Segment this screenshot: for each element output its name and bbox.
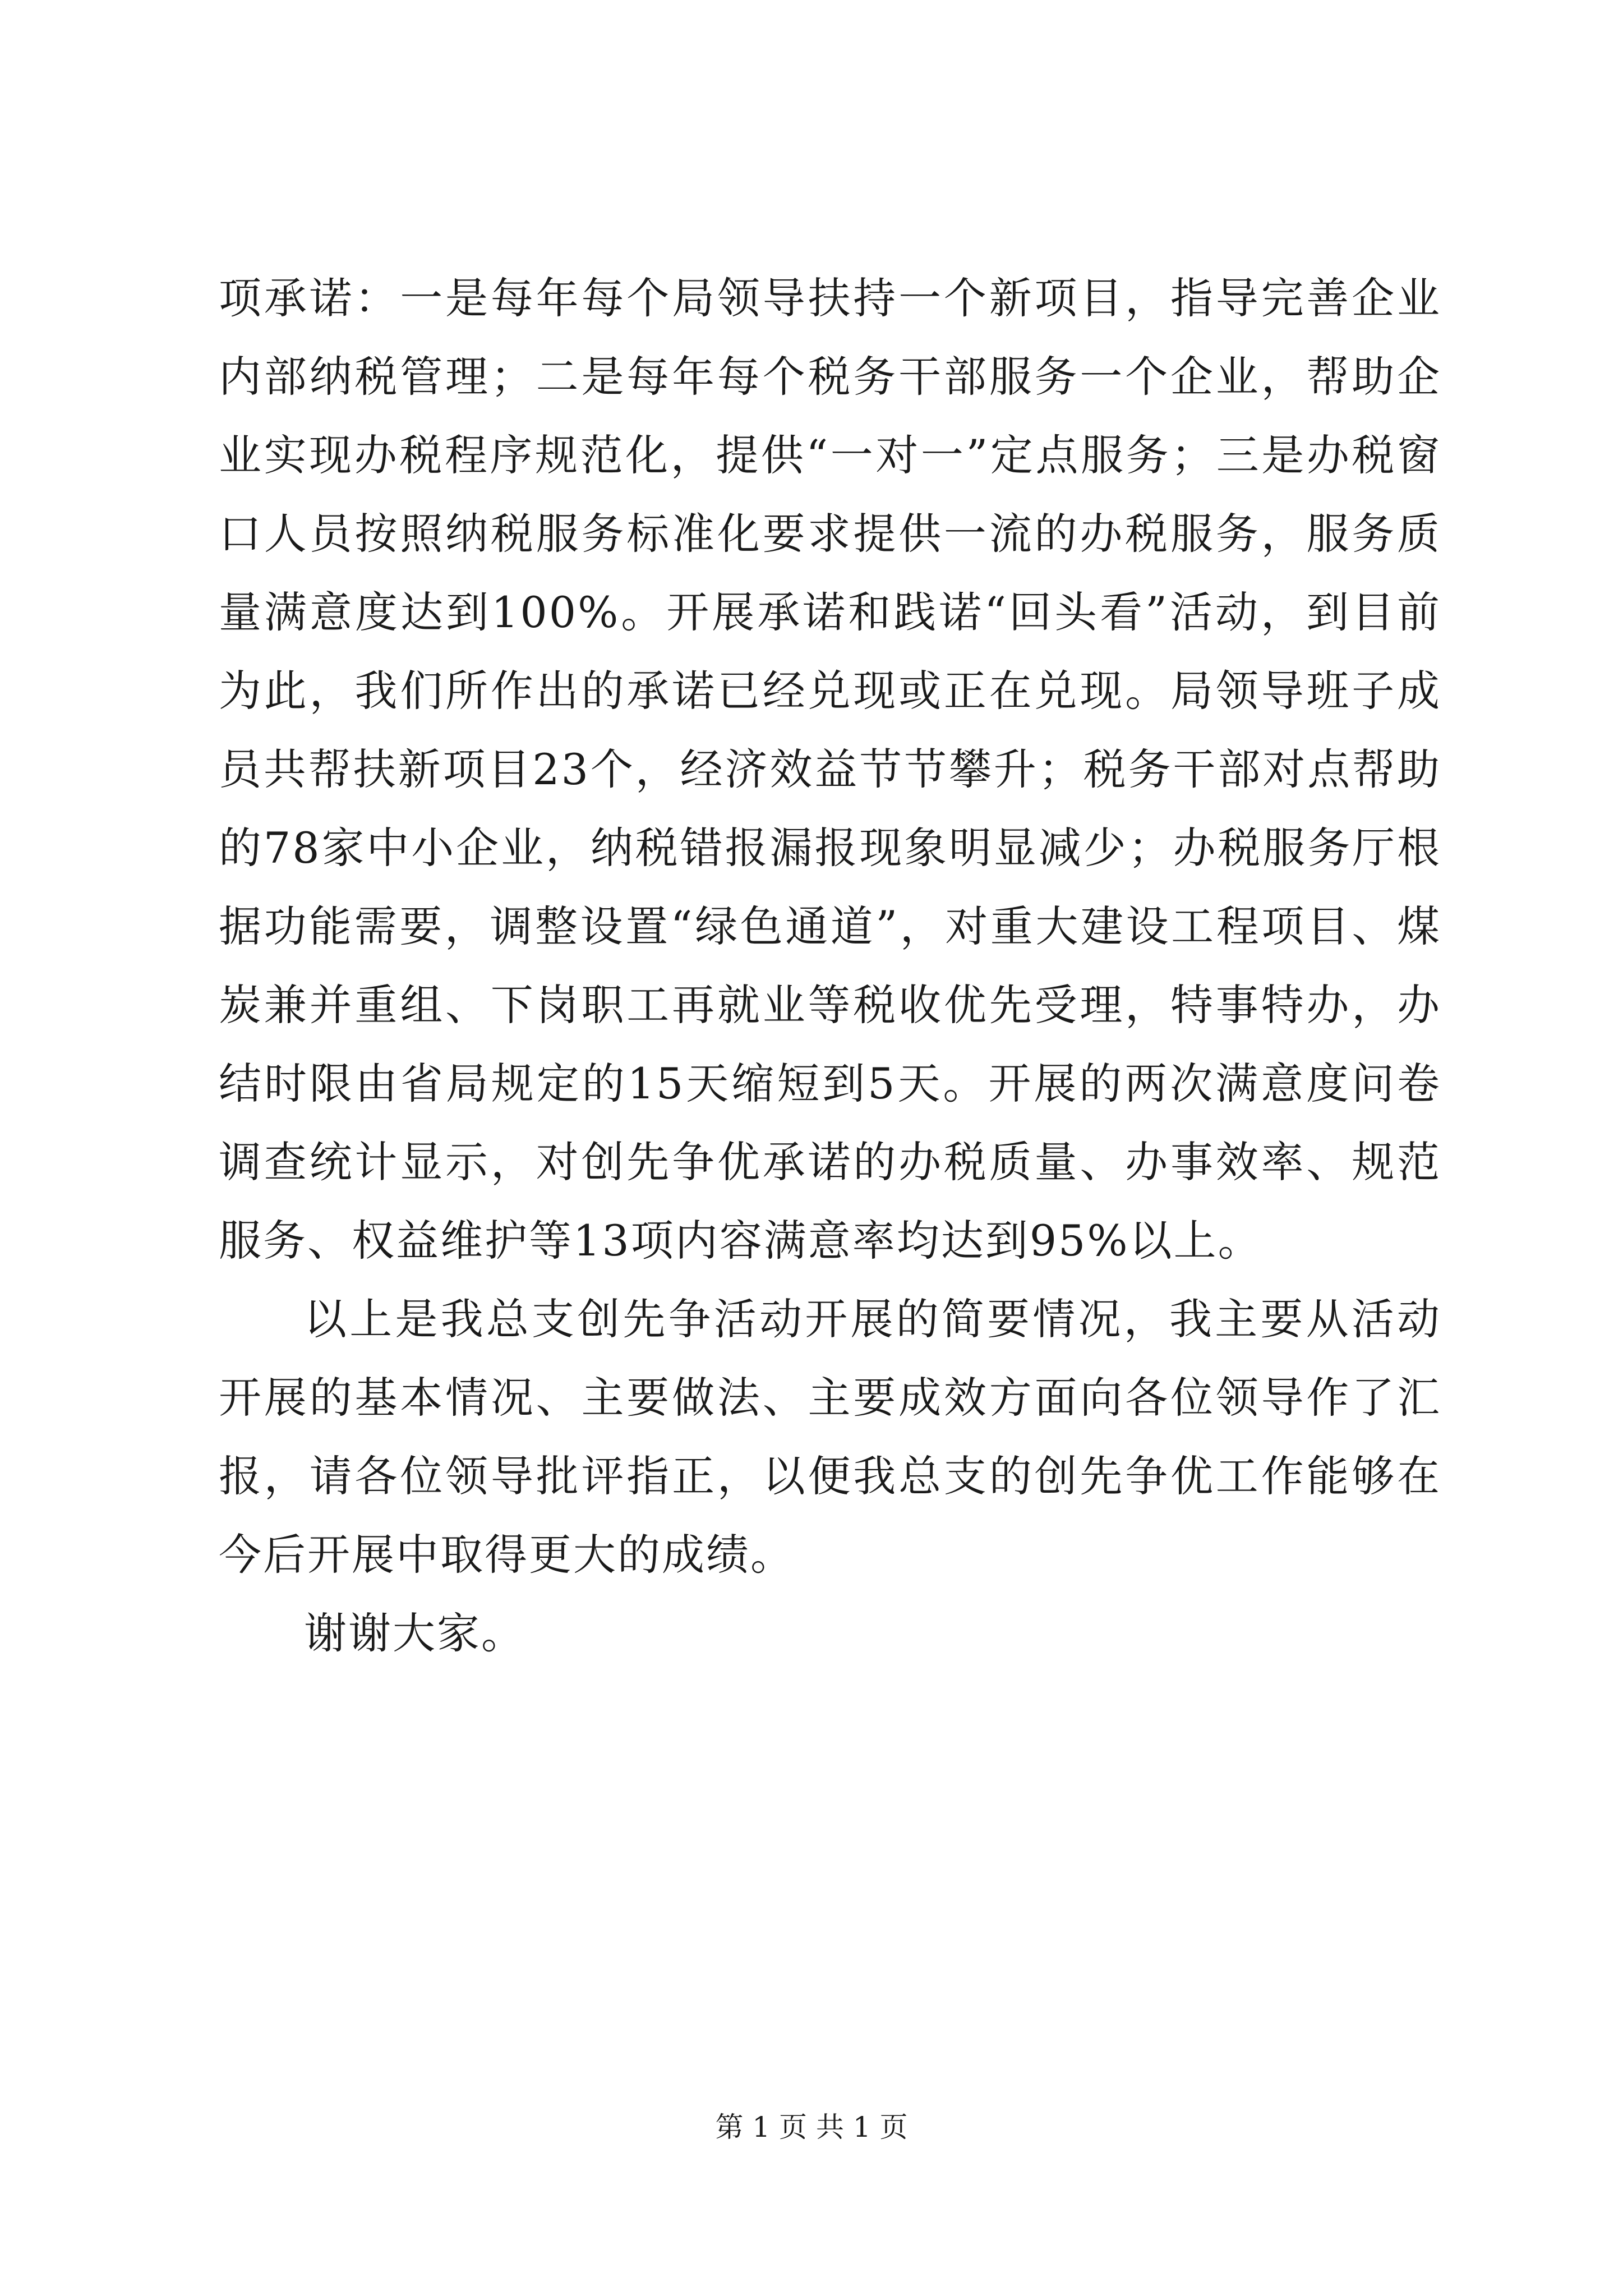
page-number-footer: 第 1 页 共 1 页 xyxy=(715,2111,908,2143)
paragraph-thanks: 谢谢大家。 xyxy=(304,1608,525,1658)
document-body xyxy=(219,259,1441,1673)
paragraph-commitments: 项承诺：一是每年每个局领导扶持一个新项目，指导完善企业内部纳税管理；二是每年每个税务干部服务一个企业，帮助企业实现办税程序规范化，提供“一对一”定点服务；三是办税窗口人员按照纳税服务标准化要求提供一流的办税服务，服务质量满意度达到100%。开展承诺和践诺“回头看”活动，到目前为此，我们所作出的承诺已经兑现或正在兑现。局领导班子成员共帮扶新项目23个，经济效益节节攀升；税务干部对点帮助的78家中小企业，纳税错报漏报现象明显减少；办税服务厅根据功能需要，调整设置“绿色通道”，对重大建设工程项目、煤炭兼并重组、下岗职工再就业等税收优先受理，特事特办，办结时限由省局规定的15天缩短到5天。开展的两次满意度问卷调查统计显示，对创先争优承诺的办税质量、办事效率、规范服务、权益维护等13项内容满意率均达到95%以上。 xyxy=(219,273,1441,1266)
paragraph-summary: 以上是我总支创先争活动开展的简要情况，我主要从活动开展的基本情况、主要做法、主要成效方面向各位领导作了汇报，请各位领导批评指正，以便我总支的创先争优工作能够在今后开展中取得更大的成绩。 xyxy=(219,1294,1441,1580)
